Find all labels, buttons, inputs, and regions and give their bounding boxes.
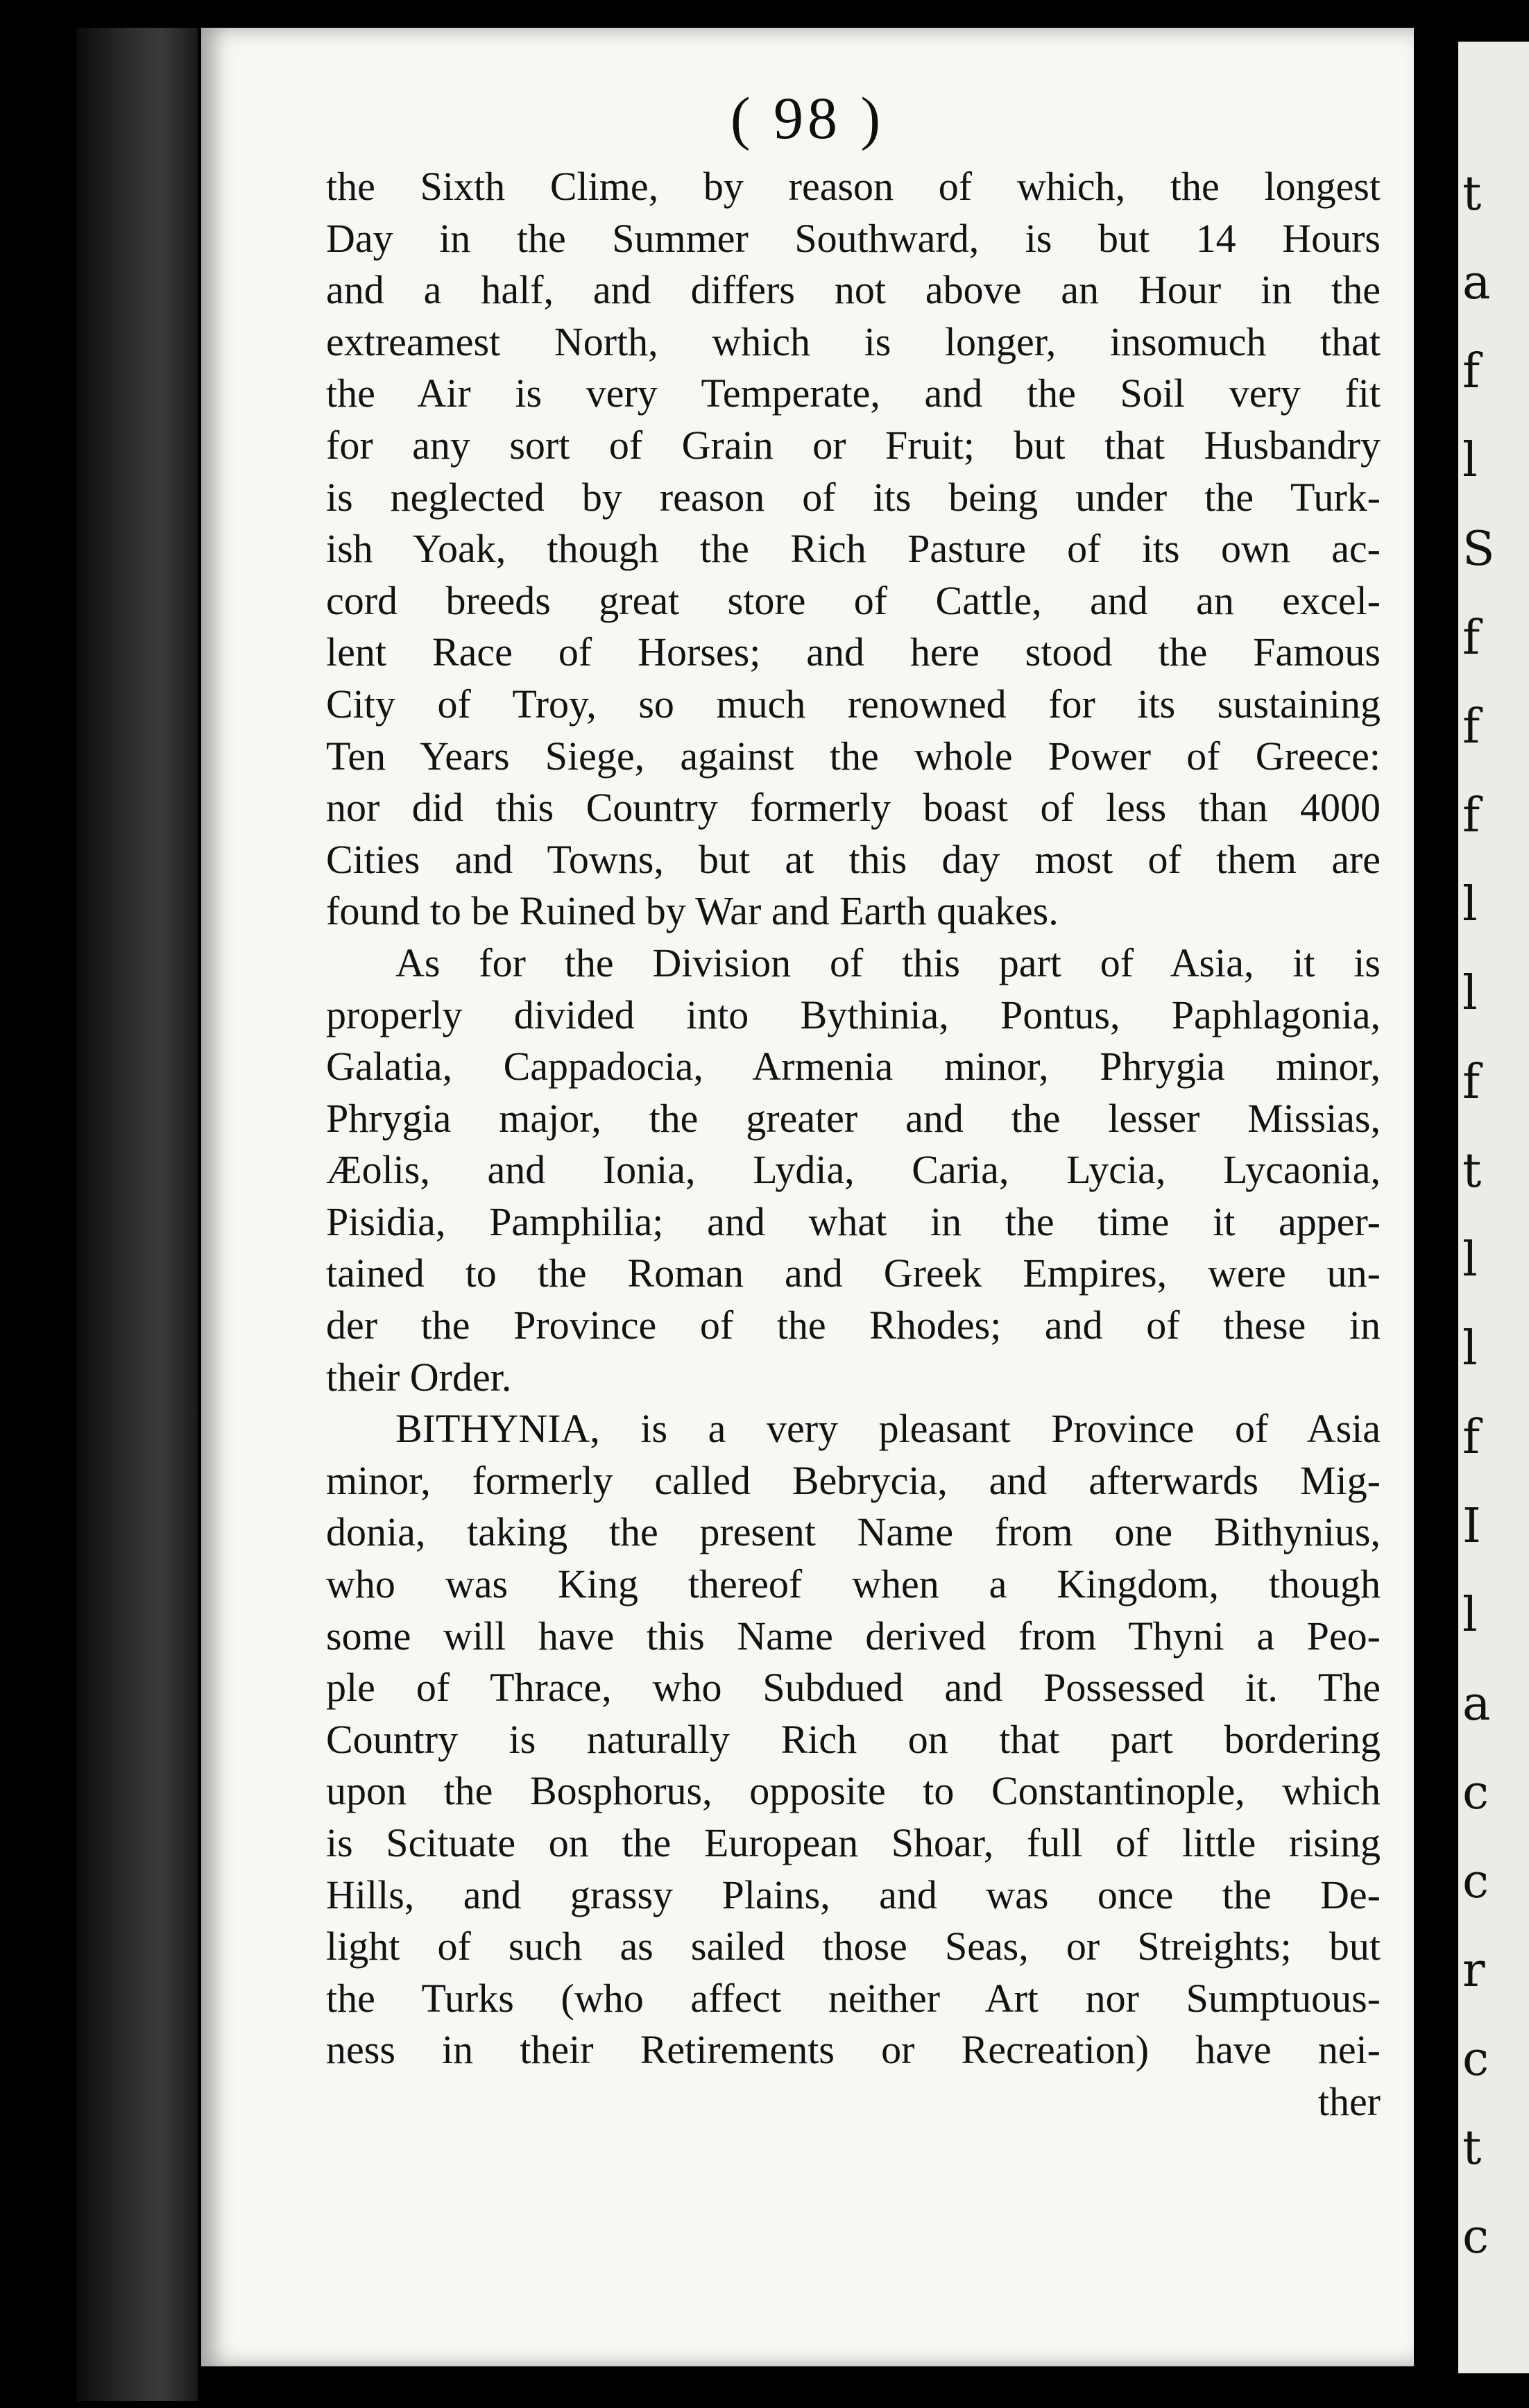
book-gutter: [76, 28, 198, 2401]
text-line: City of Troy, so much renowned for its sustaining: [326, 681, 1381, 727]
facing-page-fragment: l: [1462, 877, 1478, 932]
text-line: the Turks (who affect neither Art nor Sumptuous-: [326, 1975, 1381, 2021]
facing-page-fragment: c: [1462, 2210, 1489, 2264]
text-line: the Air is very Temperate, and the Soil very fit: [326, 371, 1381, 416]
text-line: is Scituate on the European Shoar, full of little rising: [326, 1820, 1381, 1865]
text-line: some will have this Name derived from Thyni a Peo-: [326, 1613, 1381, 1659]
facing-page-fragment: I: [1462, 1499, 1481, 1554]
text-line: for any sort of Grain or Fruit; but that Husbandry: [326, 422, 1381, 468]
facing-page-fragment: r: [1462, 1943, 1485, 1998]
text-line: properly divided into Bythinia, Pontus, Paphlagonia,: [326, 992, 1381, 1037]
text-line: ple of Thrace, who Subdued and Possessed it. The: [326, 1665, 1381, 1711]
text-line: Galatia, Cappadocia, Armenia minor, Phrygia minor,: [326, 1044, 1381, 1089]
text-line: Æolis, and Ionia, Lydia, Caria, Lycia, Lycaonia,: [326, 1147, 1381, 1193]
text-line: ness in their Retirements or Recreation) have nei-: [326, 2027, 1381, 2073]
facing-page-fragment: f: [1462, 1055, 1480, 1110]
text-line: Phrygia major, the greater and the lesser Missias,: [326, 1095, 1381, 1141]
facing-page-fragment: l: [1462, 1588, 1478, 1643]
text-line: their Order.: [326, 1354, 512, 1400]
facing-page-fragment: f: [1462, 611, 1480, 665]
facing-page-fragment: S: [1462, 522, 1495, 577]
text-line: Day in the Summer Southward, is but 14 Hours: [326, 215, 1381, 261]
text-line: der the Province of the Rhodes; and of these in: [326, 1303, 1381, 1348]
text-line: Ten Years Siege, against the whole Power of Greece:: [326, 733, 1381, 779]
facing-page-fragment: l: [1462, 433, 1478, 488]
facing-page-fragment: l: [1462, 966, 1478, 1021]
facing-page-fragment: f: [1462, 1410, 1480, 1465]
page-body: [326, 161, 1381, 2128]
facing-page-fragment: l: [1462, 1321, 1478, 1376]
text-line: ish Yoak, though the Rich Pasture of its own ac-: [326, 526, 1381, 572]
text-line: Country is naturally Rich on that part bordering: [326, 1716, 1381, 1762]
text-line: Hills, and grassy Plains, and was once the De-: [326, 1872, 1381, 1917]
facing-page-fragment: c: [1462, 1854, 1489, 1909]
page-number: ( 98 ): [730, 85, 885, 151]
facing-page-fragment: a: [1462, 1677, 1491, 1731]
text-line: cord breeds great store of Cattle, and an excel-: [326, 577, 1381, 623]
text-line: lent Race of Horses; and here stood the Famous: [326, 629, 1381, 675]
text-line: light of such as sailed those Seas, or Streights; but: [326, 1924, 1381, 1969]
text-line: tained to the Roman and Greek Empires, were un-: [326, 1250, 1381, 1296]
facing-page-fragment: c: [1462, 1765, 1489, 1820]
facing-page-fragment: a: [1462, 255, 1491, 310]
text-line: is neglected by reason of its being under the Turk-: [326, 474, 1381, 520]
facing-page-fragment: c: [1462, 2032, 1489, 2087]
text-line: As for the Division of this part of Asia, it is: [395, 940, 1381, 985]
text-line: and a half, and differs not above an Hour in the: [326, 267, 1381, 313]
facing-page-fragment: f: [1462, 344, 1480, 399]
text-line: BITHYNIA, is a very pleasant Province of Asia: [395, 1406, 1381, 1452]
facing-page-fragment: t: [1462, 1144, 1482, 1198]
facing-page-fragment: t: [1462, 2121, 1482, 2176]
text-line: upon the Bosphorus, opposite to Constantinople, which: [326, 1768, 1381, 1814]
facing-page-fragment: t: [1462, 167, 1482, 221]
facing-page-fragment: l: [1462, 1232, 1478, 1287]
facing-page-fragment: f: [1462, 788, 1480, 843]
text-line: the Sixth Clime, by reason of which, the longest: [326, 164, 1381, 209]
text-line: found to be Ruined by War and Earth quakes.: [326, 888, 1059, 934]
text-line: ther: [1317, 2078, 1381, 2124]
text-line: nor did this Country formerly boast of less than 4000: [326, 785, 1381, 831]
text-line: minor, formerly called Bebrycia, and afterwards Mig-: [326, 1457, 1381, 1503]
text-line: extreamest North, which is longer, insomuch that: [326, 319, 1381, 364]
text-line: Cities and Towns, but at this day most of them are: [326, 836, 1381, 882]
text-line: donia, taking the present Name from one Bithynius,: [326, 1509, 1381, 1555]
facing-page-fragment: f: [1462, 699, 1480, 754]
text-line: who was King thereof when a Kingdom, though: [326, 1561, 1381, 1607]
text-line: Pisidia, Pamphilia; and what in the time it apper-: [326, 1198, 1381, 1244]
